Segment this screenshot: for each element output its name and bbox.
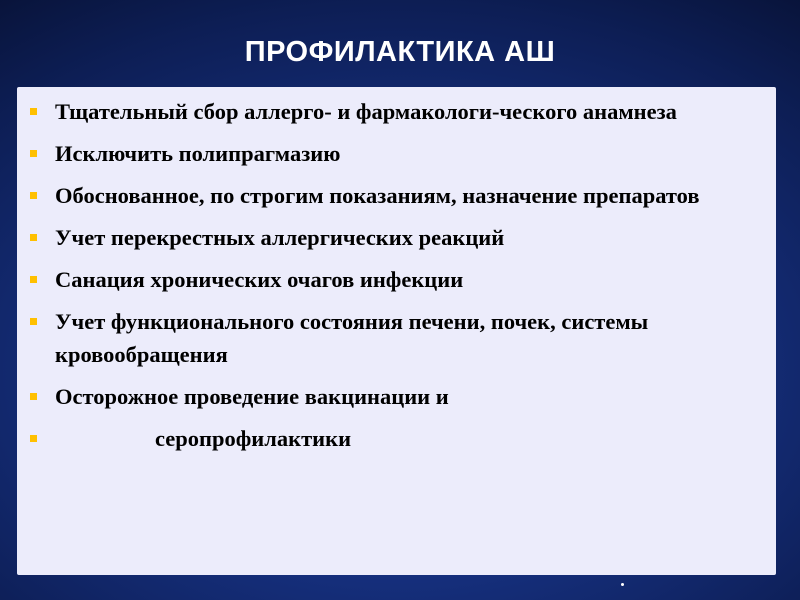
list-item bbox=[17, 305, 776, 371]
list-item-text: Учет перекрестных аллергических реакций bbox=[55, 225, 505, 250]
square-bullet-icon bbox=[30, 318, 37, 325]
decorative-dot bbox=[621, 583, 624, 586]
list-item-text: Тщательный сбор аллерго- и фармакологи-ческого анамнеза bbox=[55, 99, 677, 124]
list-item bbox=[17, 221, 776, 254]
content-panel bbox=[17, 87, 776, 575]
list-item bbox=[17, 422, 776, 455]
square-bullet-icon bbox=[30, 150, 37, 157]
square-bullet-icon bbox=[30, 276, 37, 283]
list-item bbox=[17, 263, 776, 296]
list-item-text: Учет функционального состояния печени, почек, системы кровообращения bbox=[55, 309, 649, 367]
slide-title: ПРОФИЛАКТИКА АШ bbox=[244, 36, 556, 68]
list-item bbox=[17, 179, 776, 212]
list-item-text: Исключить полипрагмазию bbox=[55, 141, 341, 166]
square-bullet-icon bbox=[30, 108, 37, 115]
square-bullet-icon bbox=[30, 192, 37, 199]
square-bullet-icon bbox=[30, 234, 37, 241]
list-item bbox=[17, 137, 776, 170]
bullet-list bbox=[17, 95, 776, 464]
list-item-text: Осторожное проведение вакцинации и bbox=[55, 384, 449, 409]
list-item bbox=[17, 95, 776, 128]
square-bullet-icon bbox=[30, 435, 37, 442]
list-item-text: серопрофилактики bbox=[155, 426, 352, 451]
square-bullet-icon bbox=[30, 393, 37, 400]
list-item-text: Обоснованное, по строгим показаниям, назначение препаратов bbox=[55, 183, 700, 208]
list-item-text: Санация хронических очагов инфекции bbox=[55, 267, 464, 292]
list-item bbox=[17, 380, 776, 413]
